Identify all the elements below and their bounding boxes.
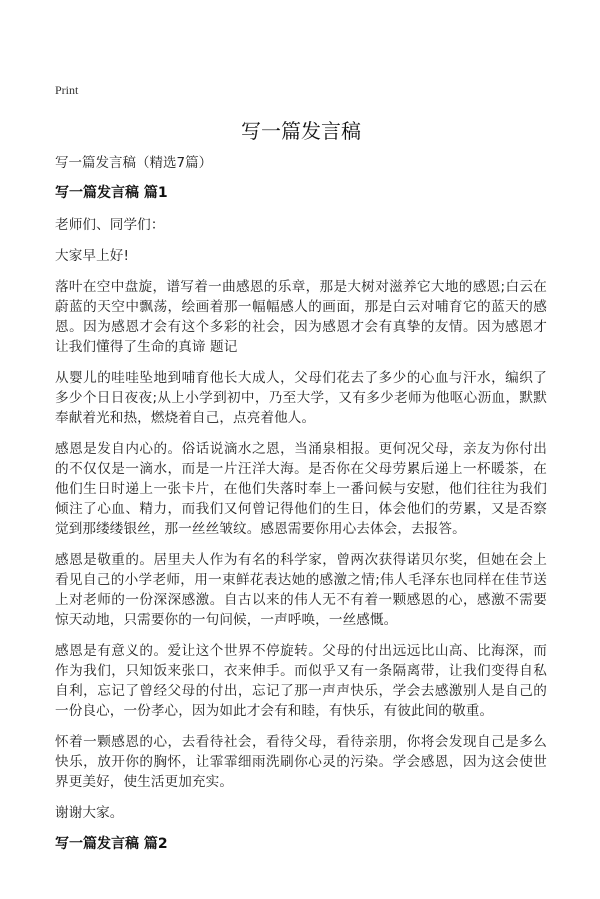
document-body [55, 183, 547, 866]
closing: 谢谢大家。 [55, 805, 124, 821]
print-link[interactable]: Print [55, 83, 79, 97]
body-paragraph: 感恩是有意义的。爱让这个世界不停旋转。父母的付出远远比山高、比海深，而作为我们，只知饭来张口，衣来伸手。而似乎又有一条隔离带，让我们变得自私自利，忘记了曾经父母的付出，忘记了那一声声快乐，学会去感激别人是自己的一份良心，一份孝心，因为如此才会有和睦，有快乐，有彼此间的敬重。 [55, 643, 547, 719]
body-paragraph: 怀着一颗感恩的心，去看待社会，看待父母，看待亲朋，你将会发现自己是多么快乐，放开你的胸怀，让霏霏细雨洗刷你心灵的污染。学会感恩，因为这会使世界更美好，使生活更加充实。 [55, 734, 547, 790]
body-paragraph: 感恩是发自内心的。俗话说滴水之恩，当涌泉相报。更何况父母，亲友为你付出的不仅仅是一滴水，而是一片汪洋大海。是否你在父母劳累后递上一杯暖茶，在他们生日时递上一张卡片，在他们失落时奉上一番问候与安慰，他们往往为我们倾注了心血、精力，而我们又何曾记得他们的生日，体会他们的劳累，又是否察觉到那缕缕银丝，那一丝丝皱纹。感恩需要你用心去体会，去报答。 [55, 441, 547, 537]
greeting: 大家早上好! [55, 248, 130, 264]
body-paragraph: 感恩是敬重的。居里夫人作为有名的科学家，曾两次获得诺贝尔奖，但她在会上看见自己的小学老师，用一束鲜花表达她的感激之情;伟人毛泽东也同样在佳节送上对老师的一份深深感激。自古以来的伟人无不有着一颗感恩的心，感激不需要惊天动地，只需要你的一句问候，一声呼唤，一丝感慨。 [55, 552, 547, 628]
body-paragraph: 从婴儿的哇哇坠地到哺育他长大成人，父母们花去了多少的心血与汗水，编织了多少个日日夜夜;从上小学到初中，乃至大学，又有多少老师为他呕心沥血，默默奉献着光和热，燃烧着自己，点亮着他人。 [55, 370, 547, 426]
salutation: 老师们、同学们： [55, 217, 165, 233]
document-title: 写一篇发言稿 [241, 119, 361, 143]
body-paragraph: 落叶在空中盘旋，谱写着一曲感恩的乐章，那是大树对滋养它大地的感恩;白云在蔚蓝的天空中飘荡，绘画着那一幅幅感人的画面，那是白云对哺育它的蓝天的感恩。因为感恩才会有这个多彩的社会，因为感恩才会有真挚的友情。因为感恩才让我们懂得了生命的真谛 题记 [55, 279, 547, 355]
section-heading-2: 写一篇发言稿 篇2 [55, 836, 168, 852]
document-subtitle: 写一篇发言稿（精选7篇） [55, 155, 213, 171]
section-heading-1: 写一篇发言稿 篇1 [55, 185, 168, 201]
